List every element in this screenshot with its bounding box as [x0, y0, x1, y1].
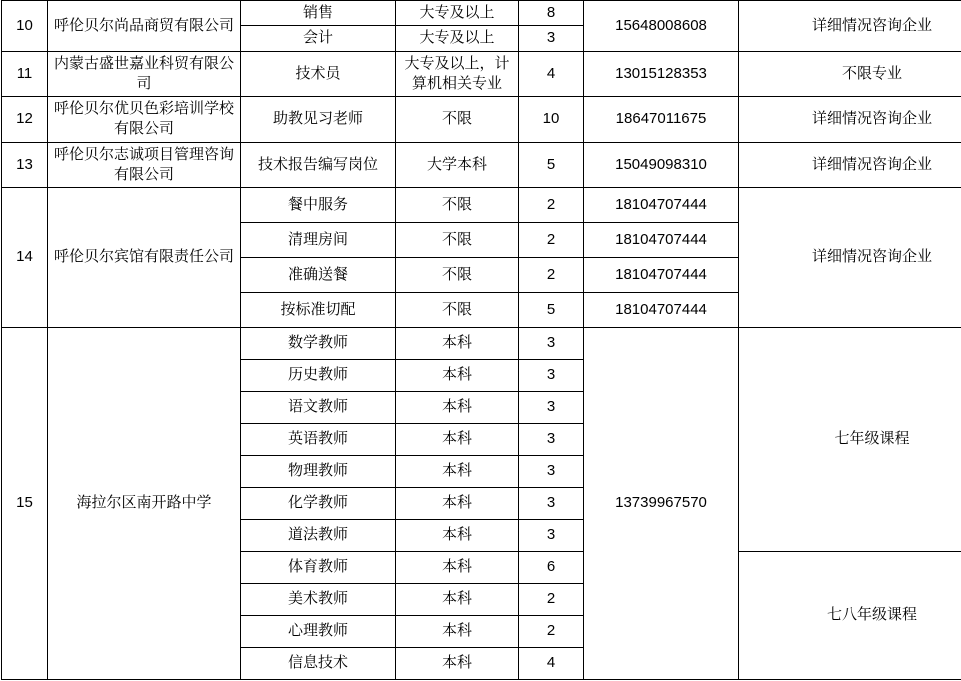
row-index: 10 — [2, 1, 48, 52]
company-name: 呼伦贝尔优贝色彩培训学校有限公司 — [48, 97, 241, 143]
headcount: 3 — [519, 360, 584, 392]
post-name: 清理房间 — [241, 223, 396, 258]
table-row — [2, 142, 961, 188]
table-row — [2, 97, 961, 143]
contact-phone: 18104707444 — [584, 293, 739, 328]
post-name: 化学教师 — [241, 488, 396, 520]
remark: 详细情况咨询企业 — [739, 188, 961, 328]
headcount: 3 — [519, 26, 584, 51]
post-name: 信息技术 — [241, 648, 396, 680]
headcount: 3 — [519, 488, 584, 520]
contact-phone: 13739967570 — [584, 328, 739, 680]
post-name: 数学教师 — [241, 328, 396, 360]
contact-phone: 18647011675 — [584, 97, 739, 143]
post-name: 语文教师 — [241, 392, 396, 424]
education-requirement: 本科 — [396, 488, 519, 520]
headcount: 10 — [519, 97, 584, 143]
post-name: 销售 — [241, 1, 396, 26]
education-requirement: 本科 — [396, 520, 519, 552]
post-name: 技术员 — [241, 51, 396, 97]
education-requirement: 本科 — [396, 648, 519, 680]
table-row — [2, 328, 961, 360]
company-name: 呼伦贝尔宾馆有限责任公司 — [48, 188, 241, 328]
education-requirement: 本科 — [396, 552, 519, 584]
company-name: 海拉尔区南开路中学 — [48, 328, 241, 680]
row-index: 13 — [2, 142, 48, 188]
post-name: 心理教师 — [241, 616, 396, 648]
headcount: 6 — [519, 552, 584, 584]
education-requirement: 本科 — [396, 392, 519, 424]
contact-phone: 18104707444 — [584, 223, 739, 258]
remark: 七年级课程 — [739, 328, 961, 552]
post-name: 按标准切配 — [241, 293, 396, 328]
headcount: 2 — [519, 616, 584, 648]
post-name: 体育教师 — [241, 552, 396, 584]
post-name: 助教见习老师 — [241, 97, 396, 143]
contact-phone: 18104707444 — [584, 188, 739, 223]
table-row — [2, 188, 961, 223]
post-name: 技术报告编写岗位 — [241, 142, 396, 188]
post-name: 历史教师 — [241, 360, 396, 392]
headcount: 5 — [519, 293, 584, 328]
education-requirement: 大专及以上，计算机相关专业 — [396, 51, 519, 97]
post-name: 美术教师 — [241, 584, 396, 616]
post-name: 物理教师 — [241, 456, 396, 488]
row-index: 15 — [2, 328, 48, 680]
table-body — [2, 1, 961, 680]
company-name: 内蒙古盛世嘉业科贸有限公司 — [48, 51, 241, 97]
education-requirement: 不限 — [396, 223, 519, 258]
post-name: 餐中服务 — [241, 188, 396, 223]
recruitment-table — [1, 0, 961, 680]
post-name: 道法教师 — [241, 520, 396, 552]
education-requirement: 本科 — [396, 424, 519, 456]
headcount: 3 — [519, 456, 584, 488]
headcount: 2 — [519, 223, 584, 258]
row-index: 14 — [2, 188, 48, 328]
table-row — [2, 1, 961, 26]
post-name: 准确送餐 — [241, 258, 396, 293]
education-requirement: 大专及以上 — [396, 26, 519, 51]
remark: 详细情况咨询企业 — [739, 1, 961, 52]
education-requirement: 本科 — [396, 584, 519, 616]
headcount: 2 — [519, 188, 584, 223]
remark: 详细情况咨询企业 — [739, 142, 961, 188]
education-requirement: 本科 — [396, 328, 519, 360]
remark: 七八年级课程 — [739, 552, 961, 680]
headcount: 4 — [519, 51, 584, 97]
headcount: 2 — [519, 584, 584, 616]
row-index: 12 — [2, 97, 48, 143]
contact-phone: 18104707444 — [584, 258, 739, 293]
education-requirement: 本科 — [396, 456, 519, 488]
headcount: 3 — [519, 392, 584, 424]
education-requirement: 不限 — [396, 97, 519, 143]
row-index: 11 — [2, 51, 48, 97]
headcount: 2 — [519, 258, 584, 293]
remark: 详细情况咨询企业 — [739, 97, 961, 143]
headcount: 3 — [519, 424, 584, 456]
contact-phone: 15049098310 — [584, 142, 739, 188]
education-requirement: 大学本科 — [396, 142, 519, 188]
headcount: 3 — [519, 520, 584, 552]
table-row — [2, 51, 961, 97]
company-name: 呼伦贝尔志诚项目管理咨询有限公司 — [48, 142, 241, 188]
post-name: 英语教师 — [241, 424, 396, 456]
headcount: 8 — [519, 1, 584, 26]
remark: 不限专业 — [739, 51, 961, 97]
education-requirement: 不限 — [396, 258, 519, 293]
contact-phone: 15648008608 — [584, 1, 739, 52]
post-name: 会计 — [241, 26, 396, 51]
education-requirement: 不限 — [396, 188, 519, 223]
headcount: 4 — [519, 648, 584, 680]
education-requirement: 本科 — [396, 616, 519, 648]
headcount: 3 — [519, 328, 584, 360]
company-name: 呼伦贝尔尚品商贸有限公司 — [48, 1, 241, 52]
education-requirement: 本科 — [396, 360, 519, 392]
contact-phone: 13015128353 — [584, 51, 739, 97]
education-requirement: 大专及以上 — [396, 1, 519, 26]
education-requirement: 不限 — [396, 293, 519, 328]
headcount: 5 — [519, 142, 584, 188]
